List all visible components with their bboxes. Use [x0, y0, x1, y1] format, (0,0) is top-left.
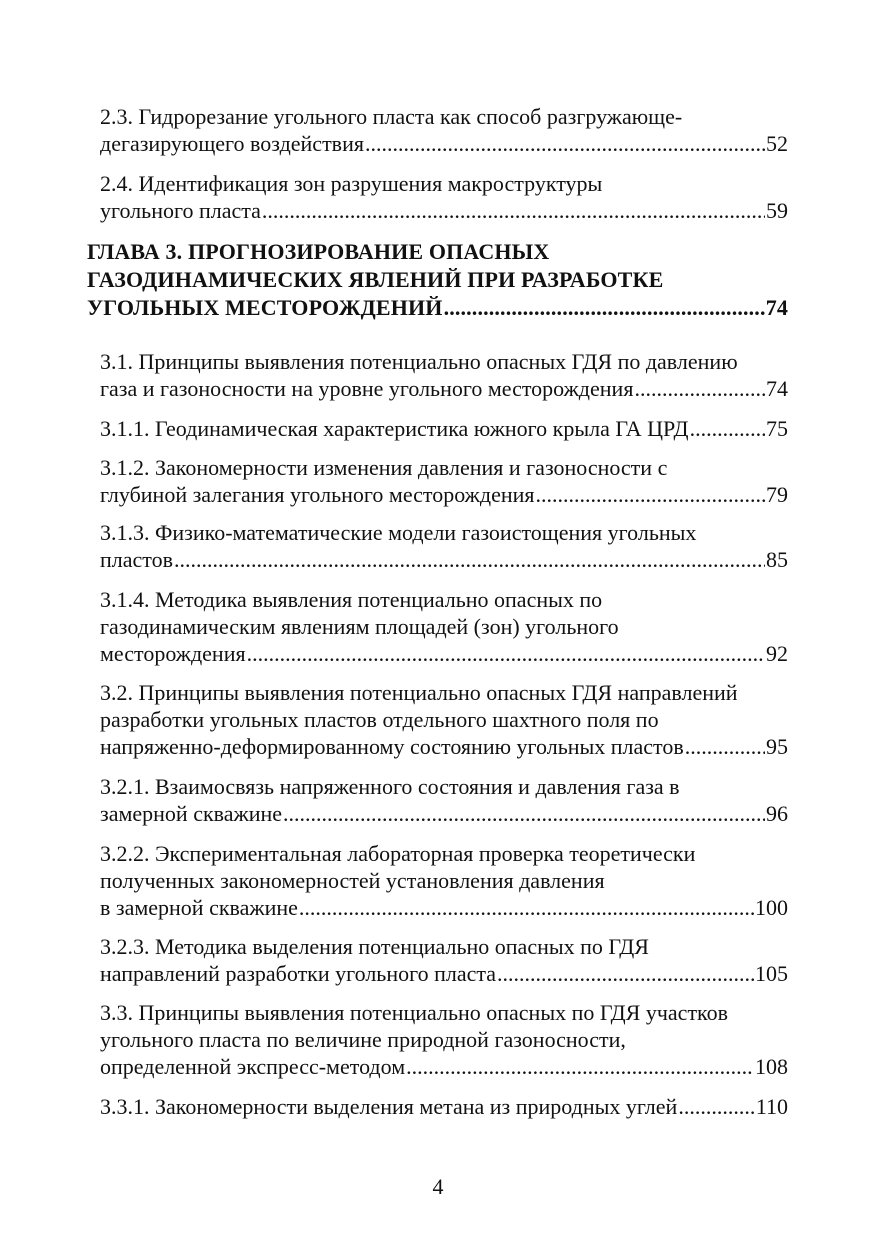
toc-entry-3-2-line-1: 3.2. Принципы выявления потенциально опасных ГДЯ направлений [100, 680, 738, 705]
toc-entry-3-1-line-1: 3.1. Принципы выявления потенциально опасных ГДЯ по давлению [100, 349, 738, 374]
toc-entry-2-3-line-last[interactable] [100, 131, 788, 157]
toc-entry-text: замерной скважине [100, 801, 283, 826]
dot-leader [365, 131, 765, 157]
chapter-heading-line-2: ГАЗОДИНАМИЧЕСКИХ ЯВЛЕНИЙ ПРИ РАЗРАБОТКЕ [87, 267, 664, 292]
chapter-heading-line-1: ГЛАВА 3. ПРОГНОЗИРОВАНИЕ ОПАСНЫХ [87, 239, 550, 264]
toc-entry-text: угольного пласта [100, 198, 261, 223]
dot-leader [690, 416, 765, 442]
toc-entry-3-1-2-line-1: 3.1.2. Закономерности изменения давления и газоносности с [100, 455, 668, 480]
toc-entry-text: глубиной залегания угольного месторождения [100, 482, 535, 507]
toc-page-number: 79 [766, 482, 788, 507]
toc-entry-text: в замерной скважине [100, 895, 298, 920]
toc-page-number: 74 [766, 376, 788, 401]
toc-entry-3-3-line-last[interactable] [100, 1054, 788, 1080]
toc-entry-3-3-line-2: угольного пласта по величине природной газоносности, [100, 1027, 626, 1052]
toc-entry-text: 3.3.1. Закономерности выделения метана из природных углей [100, 1094, 678, 1119]
toc-entry-3-1-3-line-1: 3.1.3. Физико-математические модели газоистощения угольных [100, 520, 697, 545]
toc-entry-text: определенной экспресс-методом [100, 1054, 406, 1079]
toc-entry-3-2-3-line-last[interactable] [100, 961, 788, 987]
page-number: 4 [432, 1174, 444, 1199]
toc-entry-3-2-line-last[interactable] [100, 734, 788, 760]
toc-page-number: 52 [766, 131, 788, 156]
toc-page-number: 59 [766, 198, 788, 223]
dot-leader [247, 641, 765, 667]
toc-entry-2-3-line-1: 2.3. Гидрорезание угольного пласта как способ разгружающе- [100, 104, 683, 129]
toc-entry-text: 3.1.1. Геодинамическая характеристика южного крыла ГА ЦРД [100, 416, 689, 441]
toc-page-number: 105 [755, 961, 788, 986]
toc-entry-3-2-2-line-last[interactable] [100, 895, 788, 921]
toc-entry-text: напряженно-деформированному состоянию угольных пластов [100, 734, 684, 759]
toc-entry-3-3-1[interactable] [100, 1094, 788, 1120]
dot-leader [497, 961, 754, 987]
toc-page-number: 95 [766, 734, 788, 759]
toc-entry-3-1-4-line-2: газодинамическим явлениям площадей (зон) угольного [100, 614, 619, 639]
toc-entry-text: газа и газоносности на уровне угольного месторождения [100, 376, 634, 401]
toc-entry-text: дегазирующего воздействия [100, 131, 364, 156]
toc-page-number: 108 [755, 1054, 788, 1079]
toc-page-number: 110 [755, 1094, 788, 1119]
toc-entry-3-2-line-2: разработки угольных пластов отдельного шахтного поля по [100, 707, 659, 732]
dot-leader [262, 198, 765, 224]
dot-leader [299, 895, 754, 921]
toc-entry-3-1-3-line-last[interactable] [100, 547, 788, 573]
dot-leader [444, 295, 765, 321]
toc-page-number: 75 [766, 416, 788, 441]
toc-entry-3-2-2-line-1: 3.2.2. Экспериментальная лабораторная проверка теоретически [100, 841, 696, 866]
toc-entry-text: УГОЛЬНЫХ МЕСТОРОЖДЕНИЙ [87, 295, 443, 320]
toc-page-number: 100 [755, 895, 788, 920]
toc-entry-3-1-4-line-1: 3.1.4. Методика выявления потенциально опасных по [100, 587, 603, 612]
dot-leader [406, 1054, 754, 1080]
dot-leader [685, 734, 765, 760]
dot-leader [283, 801, 765, 827]
toc-page-number: 74 [765, 295, 788, 320]
dot-leader [678, 1094, 754, 1120]
toc-entry-3-2-1-line-1: 3.2.1. Взаимосвязь напряженного состояния и давления газа в [100, 774, 680, 799]
toc-entry-text: месторождения [100, 641, 246, 666]
toc-page-number: 96 [766, 801, 788, 826]
toc-page-number: 85 [766, 547, 788, 572]
toc-entry-2-4-line-last[interactable] [100, 198, 788, 224]
toc-entry-3-2-2-line-2: полученных закономерностей установления давления [100, 868, 605, 893]
toc-entry-3-1-2-line-last[interactable] [100, 482, 788, 508]
dot-leader [634, 376, 765, 402]
toc-page-number: 92 [766, 641, 788, 666]
toc-entry-3-3-line-1: 3.3. Принципы выявления потенциально опасных по ГДЯ участков [100, 1000, 729, 1025]
dot-leader [536, 482, 766, 508]
toc-entry-3-2-1-line-last[interactable] [100, 801, 788, 827]
toc-entry-3-2-3-line-1: 3.2.3. Методика выделения потенциально опасных по ГДЯ [100, 934, 649, 959]
toc-entry-2-4-line-1: 2.4. Идентификация зон разрушения макроструктуры [100, 171, 603, 196]
toc-entry-3-1-line-last[interactable] [100, 376, 788, 402]
dot-leader [174, 547, 765, 573]
chapter-heading-line-last[interactable] [87, 295, 788, 321]
toc-entry-3-1-4-line-last[interactable] [100, 641, 788, 667]
toc-entry-text: пластов [100, 547, 173, 572]
toc-entry-text: направлений разработки угольного пласта [100, 961, 497, 986]
toc-entry-3-1-1[interactable] [100, 416, 788, 442]
